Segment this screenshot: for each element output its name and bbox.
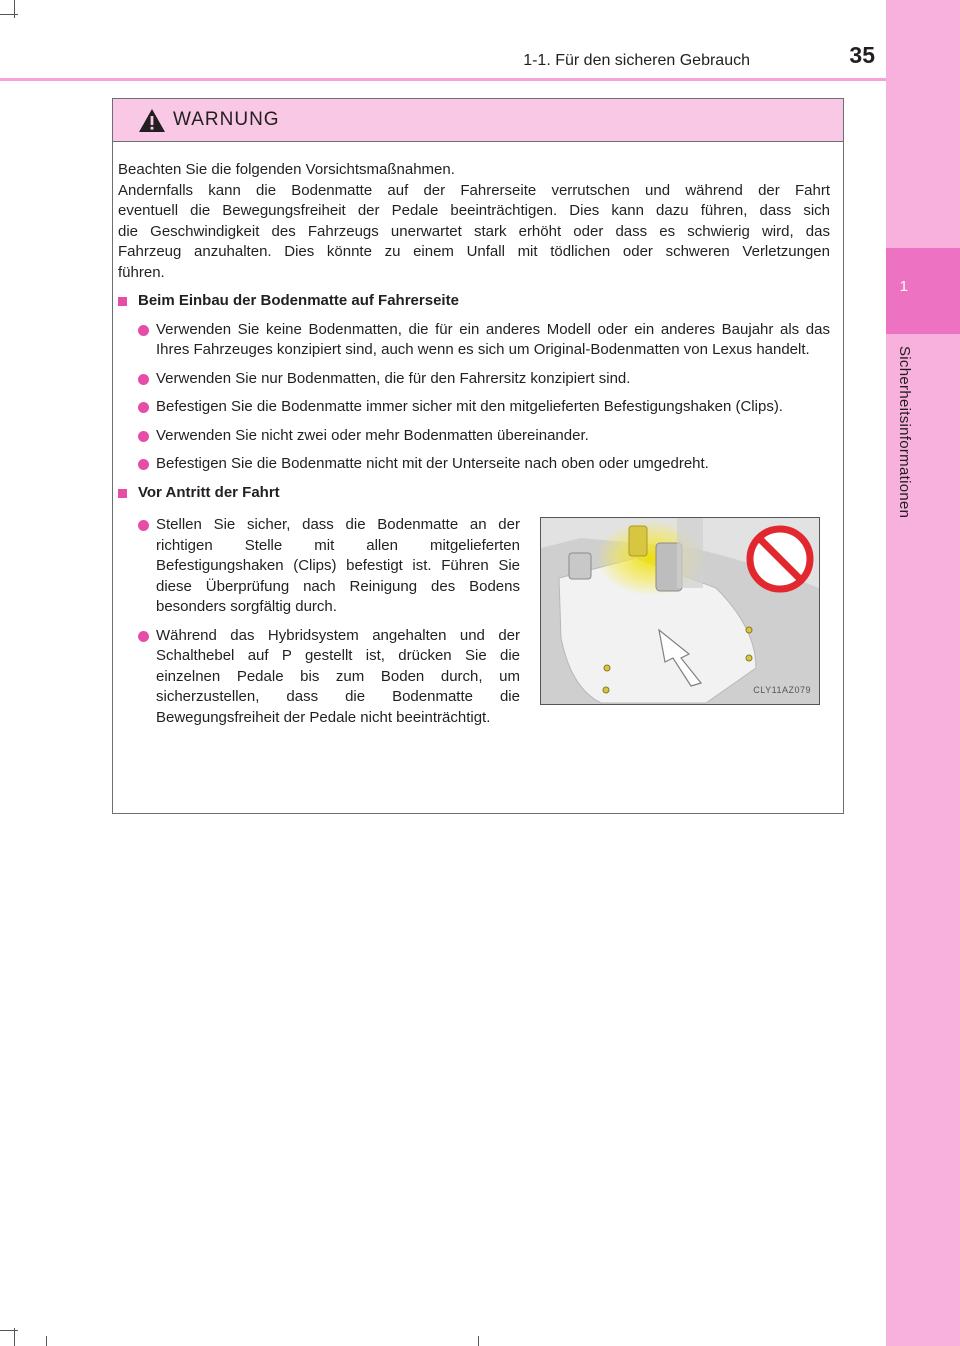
list-item [138, 320, 830, 361]
list-item-text: Verwenden Sie keine Bodenmatten, die für ein anderes Modell oder ein anderes Baujahr als das Ihres Fahrzeuges konzipiert sind, auch wenn es sich um Original-Bodenmatten von Lexus handelt. [156, 320, 830, 358]
crop-mark [14, 0, 15, 18]
crop-mark [478, 1336, 479, 1346]
crop-mark [0, 1330, 18, 1331]
section-two-columns [118, 507, 830, 747]
bullet-dot-icon [138, 631, 149, 642]
bullet-dot-icon [138, 325, 149, 336]
bullet-dot-icon [138, 520, 149, 531]
list-item [138, 369, 830, 390]
section-heading-text: Vor Antritt der Fahrt [138, 483, 280, 501]
header-title: 1-1. Für den sicheren Gebrauch [523, 52, 750, 69]
floor-mat-illustration [540, 517, 820, 705]
figure-code: CLY11AZ079 [753, 684, 811, 695]
intro-line: eventuell die Bewegungsfreiheit der Pedale beeinträchtigen. Dies kann dazu führen, dass sich [118, 202, 830, 219]
list-item [138, 515, 520, 618]
square-bullet-icon [118, 297, 127, 306]
section-bullets [118, 507, 520, 728]
intro-line: Andernfalls kann die Bodenmatte auf der Fahrerseite verrutschen und während der Fahrt [118, 181, 830, 199]
list-item [138, 426, 830, 447]
list-item [138, 397, 830, 418]
bullet-dot-icon [138, 374, 149, 385]
intro-line: die Geschwindigkeit des Fahrzeugs unerwartet stark erhöht oder dass es schwierig wird, das [118, 222, 830, 240]
warning-content [118, 160, 830, 747]
warning-triangle-icon [138, 108, 166, 133]
warning-title: WARNUNG [173, 109, 280, 130]
list-item-text: Befestigen Sie die Bodenmatte immer sicher mit den mitgelieferten Befestigungshaken (Clips). [156, 398, 783, 415]
header-rule [0, 78, 886, 81]
crop-mark [0, 14, 18, 15]
list-item-text: Verwenden Sie nur Bodenmatten, die für den Fahrersitz konzipiert sind. [156, 369, 631, 387]
intro-line: Beachten Sie die folgenden Vorsichtsmaßnahmen. [118, 161, 455, 178]
list-item [138, 626, 520, 729]
page-number: 35 [849, 42, 875, 68]
section-heading [118, 483, 830, 504]
list-item-text: Verwenden Sie nicht zwei oder mehr Bodenmatten übereinander. [156, 426, 589, 444]
bullet-dot-icon [138, 431, 149, 442]
warning-header [113, 99, 843, 142]
list-item-text: Befestigen Sie die Bodenmatte nicht mit der Unterseite nach oben oder umgedreht. [156, 455, 709, 472]
floor-mat-drawing [541, 518, 819, 704]
list-item-text: Stellen Sie sicher, dass die Bodenmatte an der richtigen Stelle mit allen mitgelieferten Befestigungshaken (Clips) befestigt ist. Führen Sie diese Überprüfung nach Reinigung des Bodens besonders sorgfältig durch. [156, 516, 520, 615]
bullet-dot-icon [138, 459, 149, 470]
bullet-dot-icon [138, 402, 149, 413]
chapter-side-tab [886, 0, 960, 1346]
list-item [138, 454, 830, 475]
chapter-number: 1 [899, 278, 908, 295]
crop-mark [14, 1328, 15, 1346]
square-bullet-icon [118, 489, 127, 498]
list-item-text: Während das Hybridsystem angehalten und der Schalthebel auf P gestellt ist, drücken Sie die einzelnen Pedale bis zum Boden durch, um sicherzustellen, dass die Bodenmatte die Bewegungsfreiheit der Pedale nicht beeinträchtigt. [156, 626, 520, 726]
warning-intro [118, 160, 830, 283]
section-heading [118, 291, 830, 312]
chapter-label: Sicherheitsinformationen [896, 346, 913, 519]
section-heading-text: Beim Einbau der Bodenmatte auf Fahrerseite [138, 292, 459, 309]
intro-line: führen. [118, 263, 165, 281]
intro-line: Fahrzeug anzuhalten. Dies könnte zu einem Unfall mit tödlichen oder schweren Verletzungen [118, 243, 830, 260]
crop-mark [46, 1336, 47, 1346]
